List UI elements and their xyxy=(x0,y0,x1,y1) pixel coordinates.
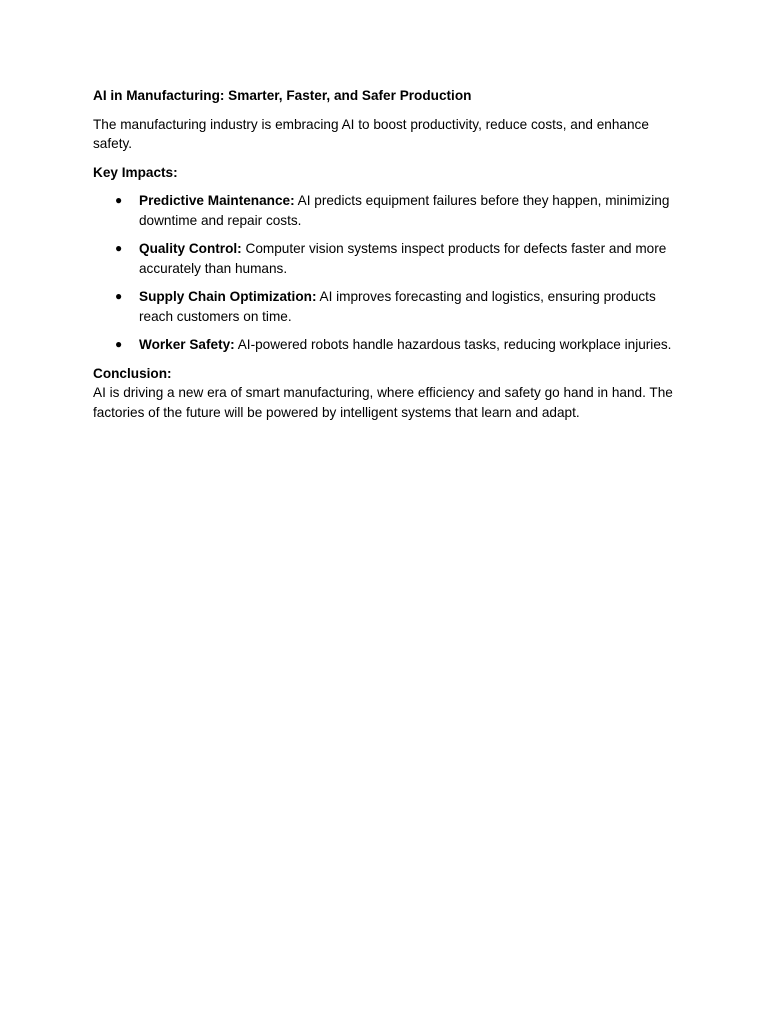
list-item xyxy=(93,287,685,326)
list-item xyxy=(93,335,685,355)
impact-term: Quality Control: xyxy=(139,241,242,256)
impact-text: Computer vision systems inspect products for defects faster and more accurately than humans. xyxy=(139,241,667,276)
impact-text: AI-powered robots handle hazardous tasks, reducing workplace injuries. xyxy=(234,337,672,352)
key-impacts-heading: Key Impacts: xyxy=(93,164,178,180)
conclusion-paragraph: AI is driving a new era of smart manufacturing, where efficiency and safety go hand in hand. The factories of the future will be powered by intelligent systems that learn and adapt. xyxy=(93,385,673,420)
impact-text: AI predicts equipment failures before they happen, minimizing downtime and repair costs. xyxy=(139,193,670,228)
bullet-icon: ● xyxy=(115,337,123,351)
list-item xyxy=(93,191,685,230)
document-title: AI in Manufacturing: Smarter, Faster, and Safer Production xyxy=(93,88,472,103)
impacts-list xyxy=(93,191,685,355)
intro-paragraph: The manufacturing industry is embracing AI to boost productivity, reduce costs, and enhance safety. xyxy=(93,116,649,151)
impact-term: Worker Safety: xyxy=(139,337,235,352)
impact-term: Supply Chain Optimization: xyxy=(139,289,317,304)
impact-text: AI improves forecasting and logistics, ensuring products reach customers on time. xyxy=(139,289,656,324)
impact-term: Predictive Maintenance: xyxy=(139,193,295,208)
bullet-icon: ● xyxy=(115,289,123,303)
bullet-icon: ● xyxy=(115,241,123,255)
list-item xyxy=(93,239,685,278)
document-content xyxy=(93,86,685,422)
bullet-icon: ● xyxy=(115,193,123,207)
conclusion-heading: Conclusion: xyxy=(93,365,172,381)
